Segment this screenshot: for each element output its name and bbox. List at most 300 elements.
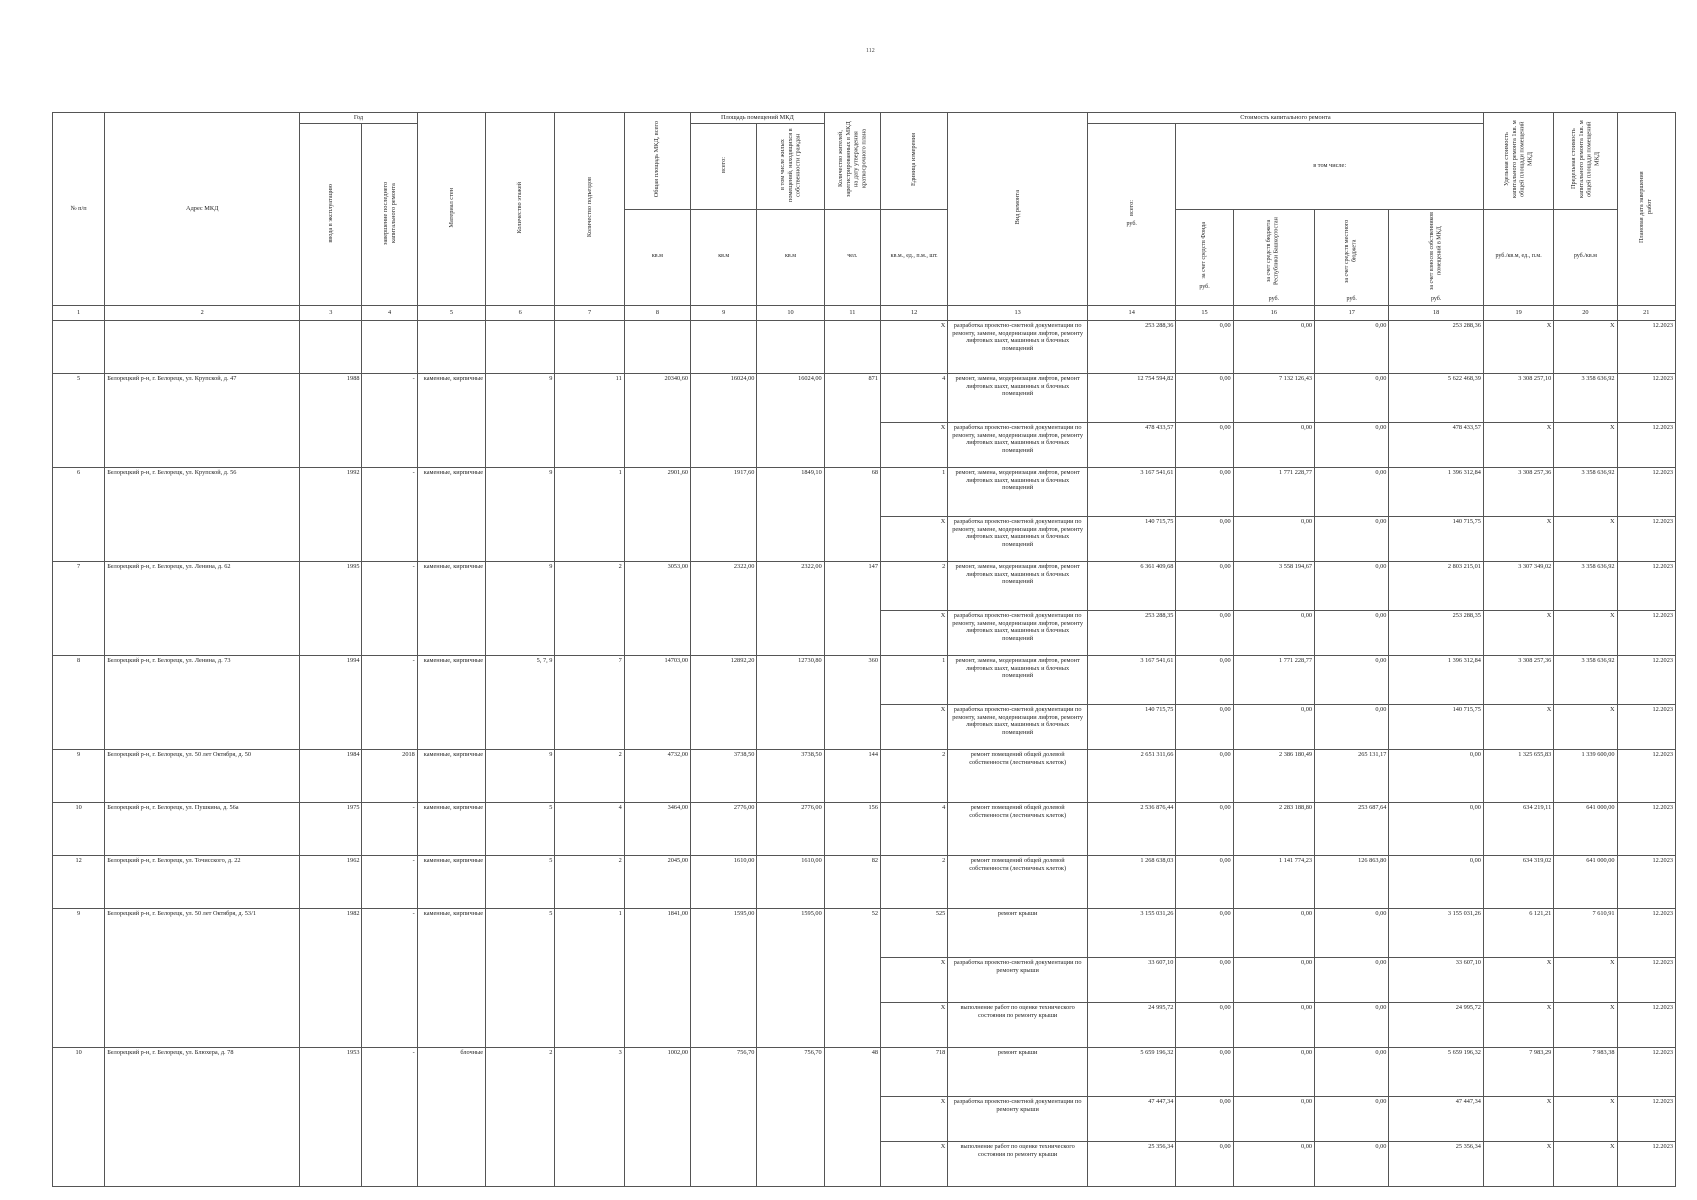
cell-year-commission: 1982 (300, 908, 362, 1047)
cell-area-residential (757, 320, 824, 373)
cell-unit-cost: 3 308 257,36 (1483, 467, 1553, 516)
cell-max-cost: X (1554, 516, 1617, 561)
cell-cost-total: 5 659 196,32 (1087, 1047, 1175, 1096)
cell-floors: 9 (486, 561, 555, 655)
header-max-cost: Предельная стоимость капитального ремонта 1кв. м общей площади помещений МКД (1554, 113, 1617, 210)
header-cost-republic: за счет средств бюджета Республики Башкортостан руб. (1233, 209, 1314, 305)
cell-cost-fund: 0,00 (1176, 467, 1233, 516)
cell-residents: 48 (824, 1047, 880, 1186)
cell-address: Белорецкий р-н, г. Белорецк, ул. Блюхера, д. 78 (105, 1047, 300, 1186)
column-number: 19 (1483, 305, 1553, 320)
cell-year-commission: 1984 (300, 749, 362, 802)
cell-area-residential: 3738,50 (757, 749, 824, 802)
cell-cost-republic: 1 771 228,77 (1233, 467, 1314, 516)
cell-wall-material: блочные (417, 1047, 485, 1186)
cell-cost-total: 2 536 876,44 (1087, 802, 1175, 855)
cell-work-type: выполнение работ по оценке технического состояния по ремонту крыши (948, 1141, 1088, 1186)
cell-unit-cost: X (1483, 422, 1553, 467)
cell-max-cost: 3 358 636,92 (1554, 655, 1617, 704)
cell-planned-date: 12.2023 (1617, 957, 1675, 1002)
header-cost-group: Стоимость капитального ремонта (1087, 113, 1483, 124)
cell-cost-republic: 0,00 (1233, 422, 1314, 467)
cell-work-type: разработка проектно-сметной документации по ремонту, замене, модернизации лифтов, ремонту лифтовых шахт, машинных и блочных помещений (948, 516, 1088, 561)
cell-cost-owners: 24 995,72 (1389, 1002, 1484, 1047)
header-total-area: Общая площадь МКД, всего (624, 113, 690, 210)
cell-planned-date: 12.2023 (1617, 373, 1675, 422)
unit-rub: руб. (1430, 296, 1442, 303)
cell-max-cost: X (1554, 610, 1617, 655)
header-floors: Количество этажей (486, 113, 555, 306)
cell-cost-republic: 0,00 (1233, 957, 1314, 1002)
cell-max-cost: X (1554, 320, 1617, 373)
unit-measure: кв.м., ед., п.м., шт. (880, 209, 947, 305)
cell-work-type: выполнение работ по оценке технического состояния по ремонту крыши (948, 1002, 1088, 1047)
cell-cost-total: 3 155 031,26 (1087, 908, 1175, 957)
cell-max-cost: X (1554, 1096, 1617, 1141)
header-address: Адрес МКД (105, 113, 300, 306)
cell-unit: X (880, 1096, 947, 1141)
cell-area-residential: 2322,00 (757, 561, 824, 655)
cell-address: Белорецкий р-н, г. Белорецк, ул. Пушкина, д. 56а (105, 802, 300, 855)
header-year-last-repair: завершение последнего капитального ремонта (362, 123, 417, 305)
cell-cost-fund: 0,00 (1176, 1096, 1233, 1141)
cell-entrances: 1 (555, 467, 624, 561)
cell-planned-date: 12.2023 (1617, 704, 1675, 749)
cell-cost-fund: 0,00 (1176, 561, 1233, 610)
cell-cost-local: 0,00 (1315, 516, 1389, 561)
cell-area-residential: 1595,00 (757, 908, 824, 1047)
cell-max-cost: 641 000,00 (1554, 855, 1617, 908)
header-year-commission: ввода в эксплуатацию (300, 123, 362, 305)
unit-rub: руб. (1268, 296, 1280, 303)
cell-cost-local: 0,00 (1315, 1096, 1389, 1141)
cell-cost-fund: 0,00 (1176, 908, 1233, 957)
cell-residents: 52 (824, 908, 880, 1047)
cell-unit: X (880, 957, 947, 1002)
cell-cost-fund: 0,00 (1176, 516, 1233, 561)
cell-planned-date: 12.2023 (1617, 561, 1675, 610)
column-number: 14 (1087, 305, 1175, 320)
table-row (53, 373, 1676, 422)
cell-num: 10 (53, 1047, 105, 1186)
cell-cost-republic: 0,00 (1233, 516, 1314, 561)
cell-address: Белорецкий р-н, г. Белорецк, ул. Точисского, д. 22 (105, 855, 300, 908)
cell-address: Белорецкий р-н, г. Белорецк, ул. 50 лет Октября, д. 53/1 (105, 908, 300, 1047)
header-area-group: Площадь помещений МКД (691, 113, 825, 124)
cell-wall-material: каменные, кирпичные (417, 855, 485, 908)
cell-work-type: ремонт помещений общей долевой собственности (лестничных клеток) (948, 802, 1088, 855)
cell-floors: 2 (486, 1047, 555, 1186)
cell-entrances: 1 (555, 908, 624, 1047)
table-row (53, 802, 1676, 855)
cell-residents (824, 320, 880, 373)
cell-unit: 4 (880, 802, 947, 855)
cell-work-type: разработка проектно-сметной документации по ремонту, замене, модернизации лифтов, ремонту лифтовых шахт, машинных и блочных помещений (948, 422, 1088, 467)
cell-num: 9 (53, 908, 105, 1047)
cell-entrances (555, 320, 624, 373)
cell-cost-owners: 0,00 (1389, 749, 1484, 802)
cell-unit-cost: X (1483, 516, 1553, 561)
cell-total-area: 3053,00 (624, 561, 690, 655)
cell-cost-fund: 0,00 (1176, 1047, 1233, 1096)
cell-total-area: 20340,60 (624, 373, 690, 467)
cell-max-cost: X (1554, 1141, 1617, 1186)
cell-cost-owners: 47 447,34 (1389, 1096, 1484, 1141)
cell-year-last-repair: - (362, 655, 417, 749)
cell-cost-local: 0,00 (1315, 655, 1389, 704)
cell-max-cost: X (1554, 422, 1617, 467)
cell-cost-republic: 0,00 (1233, 1047, 1314, 1096)
cell-wall-material: каменные, кирпичные (417, 749, 485, 802)
cell-cost-total: 3 167 541,61 (1087, 655, 1175, 704)
repair-plan-table (52, 112, 1676, 1187)
cell-unit-cost: 6 121,21 (1483, 908, 1553, 957)
cell-unit-cost: X (1483, 320, 1553, 373)
cell-cost-local: 0,00 (1315, 1141, 1389, 1186)
cell-num: 10 (53, 802, 105, 855)
unit-unit-cost: руб./кв.м, ед., п.м. (1483, 209, 1553, 305)
cell-cost-fund: 0,00 (1176, 855, 1233, 908)
cell-area-all: 1610,00 (691, 855, 757, 908)
cell-area-all: 16024,00 (691, 373, 757, 467)
cell-area-all (691, 320, 757, 373)
cell-area-residential: 1849,10 (757, 467, 824, 561)
cell-entrances: 7 (555, 655, 624, 749)
cell-floors: 9 (486, 749, 555, 802)
cell-num: 6 (53, 467, 105, 561)
cell-area-all: 12892,20 (691, 655, 757, 749)
column-number: 20 (1554, 305, 1617, 320)
cell-planned-date: 12.2023 (1617, 320, 1675, 373)
cell-cost-fund: 0,00 (1176, 320, 1233, 373)
column-number: 8 (624, 305, 690, 320)
cell-cost-local: 0,00 (1315, 422, 1389, 467)
cell-max-cost: X (1554, 1002, 1617, 1047)
cell-address: Белорецкий р-н, г. Белорецк, ул. Ленина, д. 73 (105, 655, 300, 749)
cell-planned-date: 12.2023 (1617, 749, 1675, 802)
unit-area-residential: кв.м (757, 209, 824, 305)
cell-cost-republic: 1 141 774,23 (1233, 855, 1314, 908)
cell-cost-owners: 140 715,75 (1389, 704, 1484, 749)
cell-residents: 871 (824, 373, 880, 467)
cell-work-type: ремонт помещений общей долевой собственности (лестничных клеток) (948, 855, 1088, 908)
column-number: 16 (1233, 305, 1314, 320)
cell-cost-owners: 5 622 468,39 (1389, 373, 1484, 422)
cell-area-all: 2322,00 (691, 561, 757, 655)
table-body (53, 305, 1676, 1186)
cell-unit: 4 (880, 373, 947, 422)
cell-unit: X (880, 320, 947, 373)
cell-address: Белорецкий р-н, г. Белорецк, ул. Крупской, д. 47 (105, 373, 300, 467)
cell-planned-date: 12.2023 (1617, 422, 1675, 467)
cell-cost-fund: 0,00 (1176, 1141, 1233, 1186)
cell-wall-material: каменные, кирпичные (417, 802, 485, 855)
cell-max-cost: 7 610,91 (1554, 908, 1617, 957)
cell-area-residential: 12730,80 (757, 655, 824, 749)
header-planned-date: Плановая дата завершения работ (1617, 113, 1675, 306)
cell-year-last-repair: - (362, 1047, 417, 1186)
cell-year-commission: 1975 (300, 802, 362, 855)
page-number: 112 (866, 48, 875, 54)
cell-cost-total: 1 268 638,03 (1087, 855, 1175, 908)
header-cost-total: всего: руб. (1087, 123, 1175, 305)
cell-cost-republic: 0,00 (1233, 320, 1314, 373)
table-row (53, 855, 1676, 908)
cell-cost-total: 25 356,34 (1087, 1141, 1175, 1186)
cell-cost-total: 478 433,57 (1087, 422, 1175, 467)
cell-planned-date: 12.2023 (1617, 516, 1675, 561)
cell-entrances: 2 (555, 749, 624, 802)
cell-residents: 360 (824, 655, 880, 749)
unit-area-all: кв.м (691, 209, 757, 305)
cell-area-all: 756,70 (691, 1047, 757, 1186)
cell-cost-fund: 0,00 (1176, 1002, 1233, 1047)
cell-year-commission: 1988 (300, 373, 362, 467)
cell-cost-republic: 0,00 (1233, 1141, 1314, 1186)
cell-area-all: 2776,00 (691, 802, 757, 855)
cell-work-type: ремонт, замена, модернизация лифтов, ремонт лифтовых шахт, машинных и блочных помещений (948, 373, 1088, 422)
cell-cost-local: 0,00 (1315, 610, 1389, 655)
cell-cost-local: 253 687,64 (1315, 802, 1389, 855)
cell-cost-total: 47 447,34 (1087, 1096, 1175, 1141)
cell-cost-republic: 0,00 (1233, 908, 1314, 957)
cell-cost-local: 126 863,80 (1315, 855, 1389, 908)
cell-planned-date: 12.2023 (1617, 802, 1675, 855)
cell-unit: X (880, 1141, 947, 1186)
cell-cost-local: 0,00 (1315, 704, 1389, 749)
header-work-type: Вид ремонта (948, 113, 1088, 306)
cell-cost-republic: 3 558 194,67 (1233, 561, 1314, 610)
cell-cost-fund: 0,00 (1176, 957, 1233, 1002)
cell-cost-total: 140 715,75 (1087, 704, 1175, 749)
cell-address: Белорецкий р-н, г. Белорецк, ул. 50 лет Октября, д. 50 (105, 749, 300, 802)
column-number: 5 (417, 305, 485, 320)
cell-address (105, 320, 300, 373)
cell-cost-local: 0,00 (1315, 1002, 1389, 1047)
column-number: 3 (300, 305, 362, 320)
header-cost-fund: за счет средств Фонда руб. (1176, 209, 1233, 305)
cell-work-type: разработка проектно-сметной документации по ремонту, замене, модернизации лифтов, ремонту лифтовых шахт, машинных и блочных помещений (948, 610, 1088, 655)
cell-planned-date: 12.2023 (1617, 1096, 1675, 1141)
column-number-row (53, 305, 1676, 320)
cell-work-type: разработка проектно-сметной документации по ремонту крыши (948, 1096, 1088, 1141)
cell-cost-republic: 7 132 126,43 (1233, 373, 1314, 422)
cell-unit-cost: 634 219,11 (1483, 802, 1553, 855)
header-cost-local: за счет средств местного бюджета руб. (1315, 209, 1389, 305)
cell-cost-owners: 2 803 215,01 (1389, 561, 1484, 610)
cell-cost-local: 0,00 (1315, 561, 1389, 610)
cell-wall-material: каменные, кирпичные (417, 655, 485, 749)
cell-unit-cost: X (1483, 1002, 1553, 1047)
cell-unit: X (880, 1002, 947, 1047)
cell-max-cost: 7 983,38 (1554, 1047, 1617, 1096)
cell-area-residential: 1610,00 (757, 855, 824, 908)
cell-cost-republic: 0,00 (1233, 704, 1314, 749)
cell-work-type: ремонт, замена, модернизация лифтов, ремонт лифтовых шахт, машинных и блочных помещений (948, 561, 1088, 610)
cell-year-commission: 1995 (300, 561, 362, 655)
cell-total-area: 4732,00 (624, 749, 690, 802)
cell-cost-fund: 0,00 (1176, 422, 1233, 467)
cell-year-last-repair: - (362, 855, 417, 908)
cell-address: Белорецкий р-н, г. Белорецк, ул. Крупской, д. 56 (105, 467, 300, 561)
cell-area-residential: 2776,00 (757, 802, 824, 855)
cell-cost-total: 12 754 594,82 (1087, 373, 1175, 422)
cell-cost-owners: 1 396 312,84 (1389, 467, 1484, 516)
cell-entrances: 11 (555, 373, 624, 467)
cell-cost-owners: 33 607,10 (1389, 957, 1484, 1002)
cell-work-type: ремонт крыши (948, 1047, 1088, 1096)
column-number: 15 (1176, 305, 1233, 320)
cell-total-area: 2045,00 (624, 855, 690, 908)
cell-unit: 2 (880, 749, 947, 802)
table-row (53, 561, 1676, 610)
cell-max-cost: 3 358 636,92 (1554, 467, 1617, 516)
cell-max-cost: X (1554, 704, 1617, 749)
cell-year-last-repair: - (362, 373, 417, 467)
cell-cost-republic: 0,00 (1233, 1096, 1314, 1141)
cell-work-type: ремонт, замена, модернизация лифтов, ремонт лифтовых шахт, машинных и блочных помещений (948, 655, 1088, 704)
column-number: 2 (105, 305, 300, 320)
header-area-residential: в том числе жилых помещений, находящихся в собственности граждан (757, 123, 824, 209)
column-number: 17 (1315, 305, 1389, 320)
cell-unit-cost: X (1483, 704, 1553, 749)
cell-unit: X (880, 704, 947, 749)
cell-area-all: 3738,50 (691, 749, 757, 802)
cell-cost-owners: 0,00 (1389, 855, 1484, 908)
cell-total-area: 3464,00 (624, 802, 690, 855)
column-number: 21 (1617, 305, 1675, 320)
cell-unit: X (880, 610, 947, 655)
cell-planned-date: 12.2023 (1617, 855, 1675, 908)
cell-cost-total: 6 361 409,68 (1087, 561, 1175, 610)
unit-rub: руб. (1346, 296, 1357, 303)
cell-year-commission: 1962 (300, 855, 362, 908)
header-entrances: Количество подъездов (555, 113, 624, 306)
cell-cost-owners: 5 659 196,32 (1389, 1047, 1484, 1096)
cell-num: 12 (53, 855, 105, 908)
column-number: 13 (948, 305, 1088, 320)
cell-cost-total: 3 167 541,61 (1087, 467, 1175, 516)
cell-work-type: ремонт, замена, модернизация лифтов, ремонт лифтовых шахт, машинных и блочных помещений (948, 467, 1088, 516)
unit-rub: руб. (1199, 284, 1210, 291)
cell-year-commission: 1953 (300, 1047, 362, 1186)
cell-cost-owners: 25 356,34 (1389, 1141, 1484, 1186)
cell-cost-total: 140 715,75 (1087, 516, 1175, 561)
cell-unit: X (880, 422, 947, 467)
cell-planned-date: 12.2023 (1617, 467, 1675, 516)
cell-cost-local: 0,00 (1315, 908, 1389, 957)
cell-unit-cost: X (1483, 1141, 1553, 1186)
cell-total-area: 14703,00 (624, 655, 690, 749)
cell-cost-total: 33 607,10 (1087, 957, 1175, 1002)
cell-area-all: 1917,60 (691, 467, 757, 561)
unit-rub: руб. (1126, 220, 1137, 227)
cell-max-cost: X (1554, 957, 1617, 1002)
cell-cost-fund: 0,00 (1176, 610, 1233, 655)
cell-max-cost: 641 000,00 (1554, 802, 1617, 855)
cell-cost-owners: 3 155 031,26 (1389, 908, 1484, 957)
header-area-all: всего: (691, 123, 757, 209)
cell-year-last-repair: - (362, 467, 417, 561)
cell-planned-date: 12.2023 (1617, 1002, 1675, 1047)
cell-cost-fund: 0,00 (1176, 704, 1233, 749)
cell-num: 8 (53, 655, 105, 749)
cell-residents: 156 (824, 802, 880, 855)
cell-unit: 1 (880, 467, 947, 516)
cell-area-residential: 756,70 (757, 1047, 824, 1186)
table-row (53, 467, 1676, 516)
column-number: 4 (362, 305, 417, 320)
cell-unit-cost: X (1483, 1096, 1553, 1141)
column-number: 18 (1389, 305, 1484, 320)
cell-year-last-repair (362, 320, 417, 373)
cell-address: Белорецкий р-н, г. Белорецк, ул. Ленина, д. 62 (105, 561, 300, 655)
cell-entrances: 2 (555, 561, 624, 655)
cell-cost-owners: 478 433,57 (1389, 422, 1484, 467)
column-number: 11 (824, 305, 880, 320)
cell-cost-owners: 140 715,75 (1389, 516, 1484, 561)
cell-total-area: 2901,60 (624, 467, 690, 561)
cell-cost-republic: 2 283 188,80 (1233, 802, 1314, 855)
cell-unit-cost: 3 307 349,02 (1483, 561, 1553, 610)
header-unit: Единица измерения (880, 113, 947, 210)
cell-cost-total: 253 288,35 (1087, 610, 1175, 655)
cell-cost-fund: 0,00 (1176, 802, 1233, 855)
cell-planned-date: 12.2023 (1617, 1141, 1675, 1186)
cell-unit: 718 (880, 1047, 947, 1096)
header-unit-cost: Удельная стоимость капитального ремонта 1кв. м общей площади помещений МКД (1483, 113, 1553, 210)
cell-wall-material: каменные, кирпичные (417, 561, 485, 655)
column-number: 12 (880, 305, 947, 320)
cell-work-type: ремонт помещений общей долевой собственности (лестничных клеток) (948, 749, 1088, 802)
cell-floors: 9 (486, 467, 555, 561)
cell-planned-date: 12.2023 (1617, 908, 1675, 957)
cell-entrances: 3 (555, 1047, 624, 1186)
cell-cost-local: 0,00 (1315, 373, 1389, 422)
unit-total-area: кв.м (624, 209, 690, 305)
cell-unit-cost: 3 308 257,10 (1483, 373, 1553, 422)
cell-unit-cost: 7 983,29 (1483, 1047, 1553, 1096)
cell-cost-republic: 2 386 180,49 (1233, 749, 1314, 802)
cell-cost-republic: 1 771 228,77 (1233, 655, 1314, 704)
cell-cost-local: 0,00 (1315, 957, 1389, 1002)
cell-max-cost: 1 339 600,00 (1554, 749, 1617, 802)
cell-area-residential: 16024,00 (757, 373, 824, 467)
cell-planned-date: 12.2023 (1617, 655, 1675, 704)
table-row (53, 1047, 1676, 1096)
header-cost-incl: в том числе: (1176, 123, 1484, 209)
cell-wall-material: каменные, кирпичные (417, 467, 485, 561)
cell-num: 7 (53, 561, 105, 655)
cell-wall-material: каменные, кирпичные (417, 373, 485, 467)
cell-cost-owners: 253 288,36 (1389, 320, 1484, 373)
cell-planned-date: 12.2023 (1617, 610, 1675, 655)
header-year-group: Год (300, 113, 418, 124)
cell-unit: X (880, 516, 947, 561)
header-residents: Количество жителей, зарегистрированных в МКД на дату утверждения краткосрочного плана (824, 113, 880, 210)
cell-work-type: разработка проектно-сметной документации по ремонту, замене, модернизации лифтов, ремонту лифтовых шахт, машинных и блочных помещений (948, 704, 1088, 749)
cell-planned-date: 12.2023 (1617, 1047, 1675, 1096)
table-row (53, 749, 1676, 802)
cell-num: 5 (53, 373, 105, 467)
cell-residents: 144 (824, 749, 880, 802)
cell-wall-material: каменные, кирпичные (417, 908, 485, 1047)
cell-year-last-repair: - (362, 561, 417, 655)
column-number: 7 (555, 305, 624, 320)
cell-cost-fund: 0,00 (1176, 749, 1233, 802)
cell-wall-material (417, 320, 485, 373)
cell-floors: 9 (486, 373, 555, 467)
